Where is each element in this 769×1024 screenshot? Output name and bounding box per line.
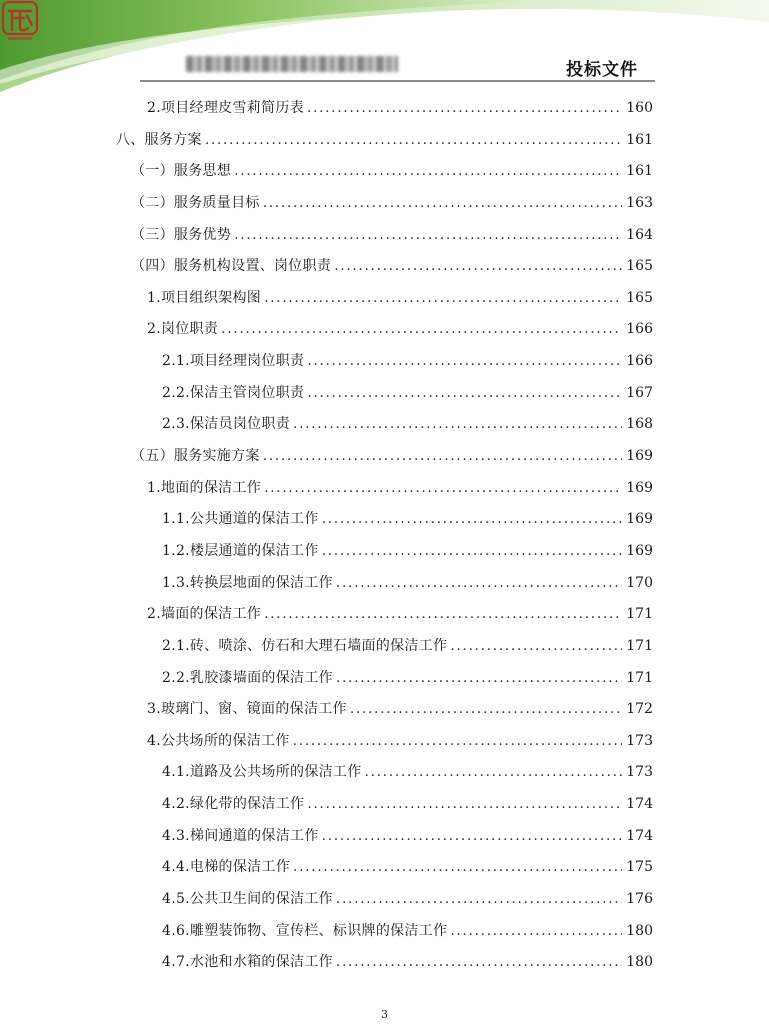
toc-entry-page: 167 [626,384,653,401]
dot-leader [322,504,622,536]
dot-leader [336,884,622,916]
toc-entry[interactable] [0,568,769,600]
toc-entry[interactable] [0,663,769,695]
page-header [0,0,769,96]
toc-entry-title: 2.墙面的保洁工作 [147,606,262,623]
toc-entry-page: 173 [626,732,653,749]
toc-entry-page: 163 [626,194,653,211]
toc-entry-page: 164 [626,226,653,243]
dot-leader [450,631,622,663]
dot-leader [334,251,622,283]
toc-entry-title: 1.2.楼层通道的保洁工作 [162,542,319,559]
toc-entry-title: （五）服务实施方案 [131,448,260,465]
toc-entry[interactable] [0,283,769,315]
toc-entry-title: 4.4.电梯的保洁工作 [162,859,291,876]
toc-entry[interactable] [0,188,769,220]
toc-entry-title: 4.6.雕塑装饰物、宣传栏、标识牌的保洁工作 [162,922,448,939]
toc-entry-title: 4.7.水池和水箱的保洁工作 [162,954,333,971]
toc-entry-title: 2.2.保洁主管岗位职责 [162,384,305,401]
toc-entry-title: 2.岗位职责 [147,321,219,338]
toc-entry-title: 八、服务方案 [116,131,202,148]
dot-leader [264,473,622,505]
toc-entry-title: 4.3.梯间通道的保洁工作 [162,827,319,844]
toc-entry[interactable] [0,156,769,188]
toc-entry-page: 169 [626,479,653,496]
toc-entry-page: 168 [626,416,653,433]
toc-entry[interactable] [0,947,769,979]
toc-entry-title: 2.1.砖、喷涂、仿石和大理石墙面的保洁工作 [162,637,448,654]
toc-entry-title: 2.2.乳胶漆墙面的保洁工作 [162,669,333,686]
toc-entry-page: 170 [626,574,653,591]
toc-entry[interactable] [0,346,769,378]
dot-leader [205,125,622,157]
toc-entry-page: 171 [626,669,653,686]
toc-entry-page: 165 [626,258,653,275]
dot-leader [263,188,622,220]
dot-leader [336,568,622,600]
toc-entry-page: 174 [626,827,653,844]
toc-entry-title: （三）服务优势 [131,226,232,243]
dot-leader [293,726,622,758]
toc-entry[interactable] [0,93,769,125]
toc-entry-page: 173 [626,764,653,781]
toc-entry-page: 165 [626,289,653,306]
toc-entry-page: 161 [626,131,653,148]
toc-entry-title: 4.2.绿化带的保洁工作 [162,796,305,813]
dot-leader [293,852,622,884]
toc-entry[interactable] [0,251,769,283]
dot-leader [307,346,622,378]
toc-entry[interactable] [0,694,769,726]
toc-entry-page: 172 [626,701,653,718]
dot-leader [307,789,622,821]
toc-entry-page: 161 [626,163,653,180]
dot-leader [322,536,622,568]
toc-entry[interactable] [0,473,769,505]
toc-entry-page: 166 [626,353,653,370]
toc-entry[interactable] [0,631,769,663]
dot-leader [307,378,622,410]
dot-leader [322,821,622,853]
toc-entry-title: （四）服务机构设置、岗位职责 [131,258,332,275]
toc-entry[interactable] [0,726,769,758]
toc-entry-page: 171 [626,637,653,654]
dot-leader [336,663,622,695]
toc-entry-title: 1.项目组织架构图 [147,289,262,306]
toc-entry-page: 169 [626,511,653,528]
dot-leader [336,947,622,979]
toc-entry-title: 2.项目经理皮雪莉简历表 [147,100,304,116]
toc-entry-page: 169 [626,448,653,465]
table-of-contents [0,93,769,979]
toc-entry-page: 174 [626,796,653,813]
dot-leader [307,93,622,125]
toc-entry[interactable] [0,378,769,410]
toc-entry-title: 3.玻璃门、窗、镜面的保洁工作 [147,701,347,718]
company-seal-logo [0,0,40,44]
header-divider [140,80,655,82]
document-type-label: 投标文件 [566,60,638,80]
toc-entry-page: 180 [626,922,653,939]
toc-entry-page: 166 [626,321,653,338]
toc-entry-title: 2.3.保洁员岗位职责 [162,416,291,433]
dot-leader [221,314,622,346]
toc-entry[interactable] [0,852,769,884]
dot-leader [264,599,622,631]
toc-entry[interactable] [0,821,769,853]
company-name-redacted [186,56,398,72]
toc-entry[interactable] [0,504,769,536]
toc-entry-page: 176 [626,891,653,908]
toc-entry-title: 1.地面的保洁工作 [147,479,262,496]
toc-entry-title: 4.1.道路及公共场所的保洁工作 [162,764,362,781]
toc-entry[interactable] [0,599,769,631]
dot-leader [264,283,622,315]
toc-entry-page: 175 [626,859,653,876]
toc-entry[interactable] [0,441,769,473]
dot-leader [293,409,622,441]
dot-leader [365,757,622,789]
toc-entry[interactable] [0,536,769,568]
dot-leader [234,220,622,252]
toc-entry-page: 169 [626,542,653,559]
toc-entry-title: 4.5.公共卫生间的保洁工作 [162,891,333,908]
toc-entry[interactable] [0,409,769,441]
toc-entry-page: 180 [626,954,653,971]
dot-leader [263,441,622,473]
dot-leader [350,694,622,726]
toc-entry-title: 1.1.公共通道的保洁工作 [162,511,319,528]
toc-entry-title: 1.3.转换层地面的保洁工作 [162,574,333,591]
footer-page-number: 3 [381,1008,388,1021]
toc-entry-page: 171 [626,606,653,623]
toc-entry[interactable] [0,884,769,916]
toc-entry[interactable] [0,125,769,157]
toc-entry[interactable] [0,916,769,948]
toc-entry-title: 2.1.项目经理岗位职责 [162,353,305,370]
dot-leader [234,156,622,188]
toc-entry-title: （二）服务质量目标 [131,194,260,211]
toc-entry[interactable] [0,789,769,821]
toc-entry-title: 4.公共场所的保洁工作 [147,732,290,749]
toc-entry-title: （一）服务思想 [131,163,232,180]
toc-entry[interactable] [0,757,769,789]
toc-entry[interactable] [0,220,769,252]
toc-entry[interactable] [0,314,769,346]
dot-leader [450,916,622,948]
toc-entry-page: 160 [626,100,653,116]
